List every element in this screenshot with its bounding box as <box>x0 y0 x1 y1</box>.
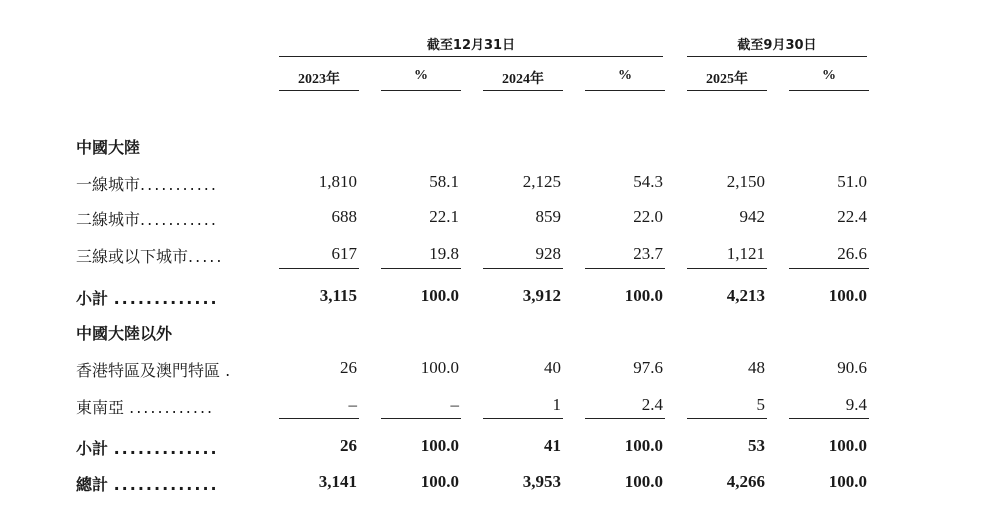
row-label <box>76 358 232 381</box>
table-cell: 3,115 <box>319 286 357 305</box>
row-label <box>76 207 218 230</box>
subtotal-rule <box>687 268 767 269</box>
subtotal-rule <box>483 268 563 269</box>
table-cell: 23.7 <box>633 244 663 263</box>
row-label-text: 三線或以下城市 <box>76 247 189 266</box>
row-label-total <box>76 472 219 495</box>
table-cell: 9.4 <box>845 395 867 414</box>
leader-dots: ............ <box>129 398 215 417</box>
table-cell: 51.0 <box>837 172 867 191</box>
group-header-sep30: 截至9月30日 <box>737 38 817 53</box>
table-cell: 2.4 <box>641 395 663 414</box>
table-cell: 1,810 <box>318 172 357 191</box>
table-cell: 942 <box>739 207 765 226</box>
table-cell: 48 <box>748 358 765 377</box>
table-cell: 54.3 <box>633 172 663 191</box>
subtotal-rule <box>585 418 665 419</box>
table-cell: 859 <box>535 207 561 226</box>
col-rule <box>279 90 359 91</box>
table-cell: 22.4 <box>837 207 867 226</box>
group-rule-sep30 <box>687 56 867 57</box>
table-cell: 3,912 <box>522 286 561 305</box>
subtotal-rule <box>279 418 359 419</box>
subtotal-rule <box>279 268 359 269</box>
row-label-text: 小計 <box>76 439 109 458</box>
table-cell: 1 <box>552 395 561 414</box>
table-cell: 58.1 <box>429 172 459 191</box>
row-label-subtotal <box>76 286 219 309</box>
table-cell: 3,953 <box>522 472 561 491</box>
table-cell: 53 <box>748 436 765 455</box>
table-cell: 22.0 <box>633 207 663 226</box>
row-label-subtotal <box>76 436 219 459</box>
row-label <box>76 172 218 195</box>
subtotal-rule <box>687 418 767 419</box>
col-rule <box>687 90 767 91</box>
table-cell: 4,213 <box>726 286 765 305</box>
table-cell: 26.6 <box>837 244 867 263</box>
leader-dots: ........... <box>140 210 218 229</box>
table-cell: 2,150 <box>726 172 765 191</box>
table-cell: – <box>450 395 459 414</box>
table-cell: 3,141 <box>318 472 357 491</box>
col-header-pct-2025: % <box>822 68 836 83</box>
table-cell: 100.0 <box>420 358 459 377</box>
leader-dots: ............. <box>113 439 219 458</box>
row-label <box>76 395 214 418</box>
leader-dots: . <box>225 361 233 380</box>
subtotal-rule <box>789 268 869 269</box>
group-header-dec31: 截至12月31日 <box>426 38 516 53</box>
row-label-text: 東南亞 <box>76 398 125 417</box>
table-cell: 22.1 <box>429 207 459 226</box>
table-cell: 26 <box>340 436 357 455</box>
leader-dots: ........... <box>140 175 218 194</box>
group-rule-dec31 <box>279 56 663 57</box>
col-header-pct-2024: % <box>618 68 632 83</box>
table-cell: 688 <box>331 207 357 226</box>
leader-dots: ..... <box>188 247 224 266</box>
table-cell: 90.6 <box>837 358 867 377</box>
table-cell: 2,125 <box>522 172 561 191</box>
table-cell: 26 <box>340 358 357 377</box>
table-cell: 19.8 <box>429 244 459 263</box>
leader-dots: ............. <box>113 289 219 308</box>
subtotal-rule <box>381 268 461 269</box>
section-title-mainland: 中國大陸 <box>76 138 141 157</box>
table-cell: 100.0 <box>420 286 459 305</box>
table-cell: 41 <box>544 436 561 455</box>
table-cell: 1,121 <box>726 244 765 263</box>
table-cell: 40 <box>544 358 561 377</box>
table-cell: 100.0 <box>624 436 663 455</box>
table-cell: 100.0 <box>420 472 459 491</box>
row-label-text: 小計 <box>76 289 109 308</box>
subtotal-rule <box>381 418 461 419</box>
table-cell: 100.0 <box>828 472 867 491</box>
table-cell: 928 <box>535 244 561 263</box>
subtotal-rule <box>483 418 563 419</box>
row-label <box>76 244 223 267</box>
section-title-outside-mainland: 中國大陸以外 <box>76 324 173 343</box>
table-cell: 617 <box>331 244 357 263</box>
col-header-2023: 2023年 <box>298 72 340 87</box>
subtotal-rule <box>585 268 665 269</box>
table-cell: 4,266 <box>726 472 765 491</box>
col-rule <box>789 90 869 91</box>
table-cell: 100.0 <box>624 286 663 305</box>
col-rule <box>483 90 563 91</box>
col-header-2025: 2025年 <box>706 72 748 87</box>
row-label-text: 一線城市 <box>76 175 141 194</box>
subtotal-rule <box>789 418 869 419</box>
col-rule <box>381 90 461 91</box>
col-rule <box>585 90 665 91</box>
col-header-pct-2023: % <box>414 68 428 83</box>
table-cell: 100.0 <box>828 436 867 455</box>
leader-dots: ............. <box>113 475 219 494</box>
table-cell: 100.0 <box>624 472 663 491</box>
table-cell: – <box>348 395 357 414</box>
row-label-text: 香港特區及澳門特區 <box>76 361 221 380</box>
row-label-text: 二線城市 <box>76 210 141 229</box>
col-header-2024: 2024年 <box>502 72 544 87</box>
table-cell: 100.0 <box>828 286 867 305</box>
table-cell: 97.6 <box>633 358 663 377</box>
table-cell: 100.0 <box>420 436 459 455</box>
row-label-text: 總計 <box>76 475 109 494</box>
table-cell: 5 <box>756 395 765 414</box>
